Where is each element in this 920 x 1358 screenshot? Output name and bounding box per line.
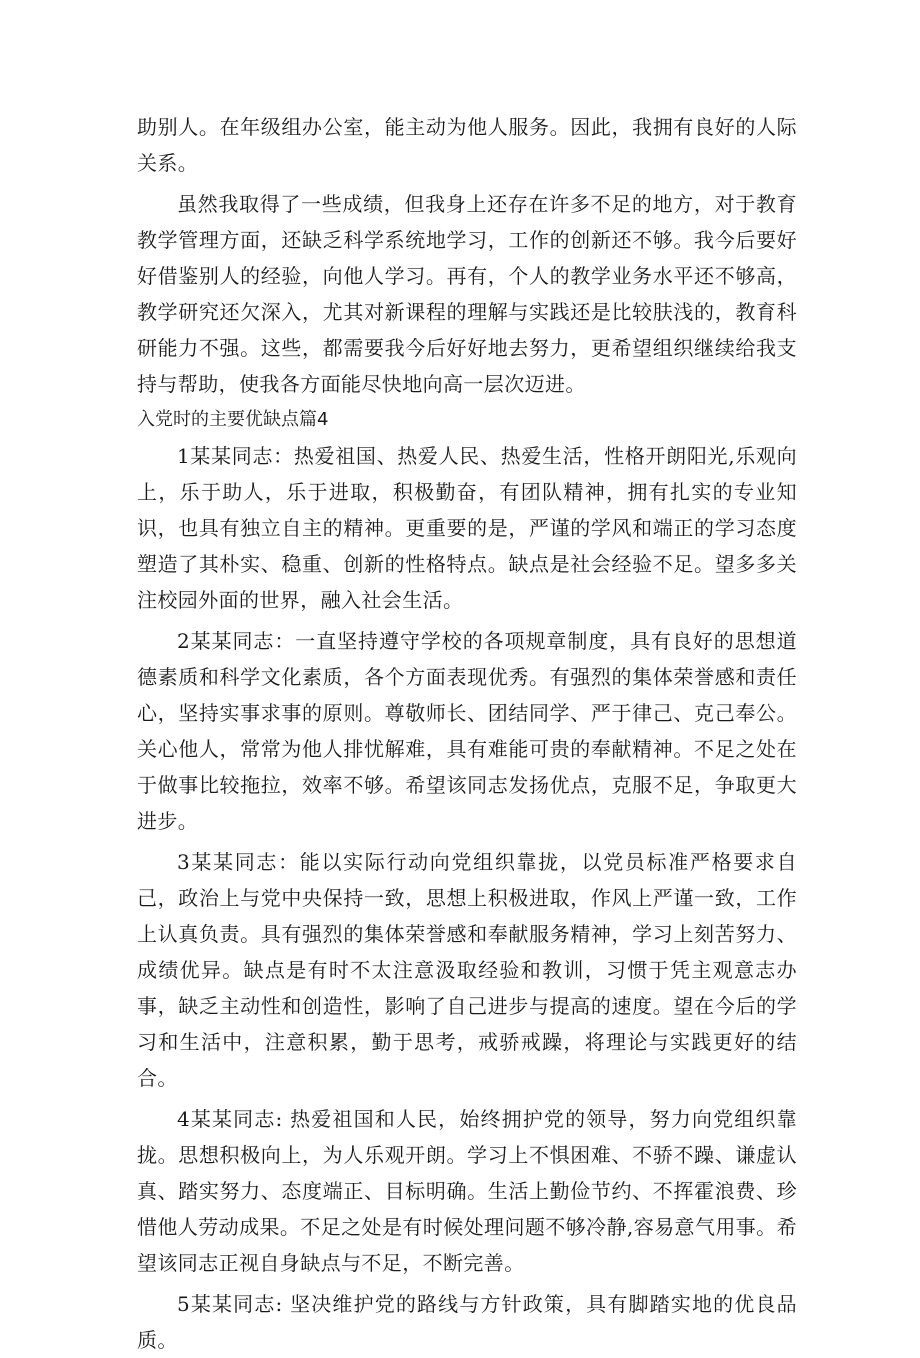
list-item: 1某某同志：热爱祖国、热爱人民、热爱生活，性格开朗阳光,乐观向上，乐于助人，乐于进取，积极勤奋，有团队精神，拥有扎实的专业知识，也具有独立自主的精神。更重要的是，严谨的学风和端正的学习态度塑造了其朴实、稳重、创新的性格特点。缺点是社会经验不足。望多多关注校园外面的世界，融入社会生活。 — [137, 444, 797, 612]
list-item: 4某某同志: 热爱祖国和人民，始终拥护党的领导，努力向党组织靠拢。思想积极向上，为人乐观开朗。学习上不惧困难、不骄不躁、谦虚认真、踏实努力、态度端正、目标明确。生活上勤俭节约、不挥霍浪费、珍惜他人劳动成果。不足之处是有时候处理问题不够冷静,容易意气用事。希望该同志正视自身缺点与不足，不断完善。 — [137, 1107, 797, 1275]
self-assessment-paragraph: 虽然我取得了一些成绩，但我身上还存在许多不足的地方，对于教育教学管理方面，还缺乏科学系统地学习，工作的创新还不够。我今后要好好借鉴别人的经验，向他人学习。再有，个人的教学业务水平还不够高，教学研究还欠深入，尤其对新课程的理解与实践还是比较肤浅的，教育科研能力不强。这些，都需要我今后好好地去努力，更希望组织继续给我支持与帮助，使我各方面能尽快地向高一层次迈进。 — [137, 192, 797, 396]
continuation-paragraph: 助别人。在年级组办公室，能主动为他人服务。因此，我拥有良好的人际关系。 — [137, 115, 797, 175]
list-item: 2某某同志：一直坚持遵守学校的各项规章制度，具有良好的思想道德素质和科学文化素质，各个方面表现优秀。有强烈的集体荣誉感和责任心，坚持实事求事的原则。尊敬师长、团结同学、严于律己、克己奉公。关心他人，常常为他人排忧解难，具有难能可贵的奉献精神。不足之处在于做事比较拖拉，效率不够。希望该同志发扬优点，克服不足，争取更大进步。 — [137, 629, 797, 833]
document-body — [137, 109, 797, 1358]
list-item: 3某某同志：能以实际行动向党组织靠拢，以党员标准严格要求自己，政治上与党中央保持一致，思想上积极进取，作风上严谨一致，工作上认真负责。具有强烈的集体荣誉感和奉献服务精神，学习上刻苦努力、成绩优异。缺点是有时不太注意汲取经验和教训，习惯于凭主观意志办事，缺乏主动性和创造性，影响了自己进步与提高的速度。望在今后的学习和生活中，注意积累，勤于思考，戒骄戒躁，将理论与实践更好的结合。 — [137, 850, 797, 1090]
list-item: 5某某同志: 坚决维护党的路线与方针政策，具有脚踏实地的优良品质。 — [137, 1292, 797, 1352]
section-heading: 入党时的主要优缺点篇4 — [137, 409, 329, 430]
